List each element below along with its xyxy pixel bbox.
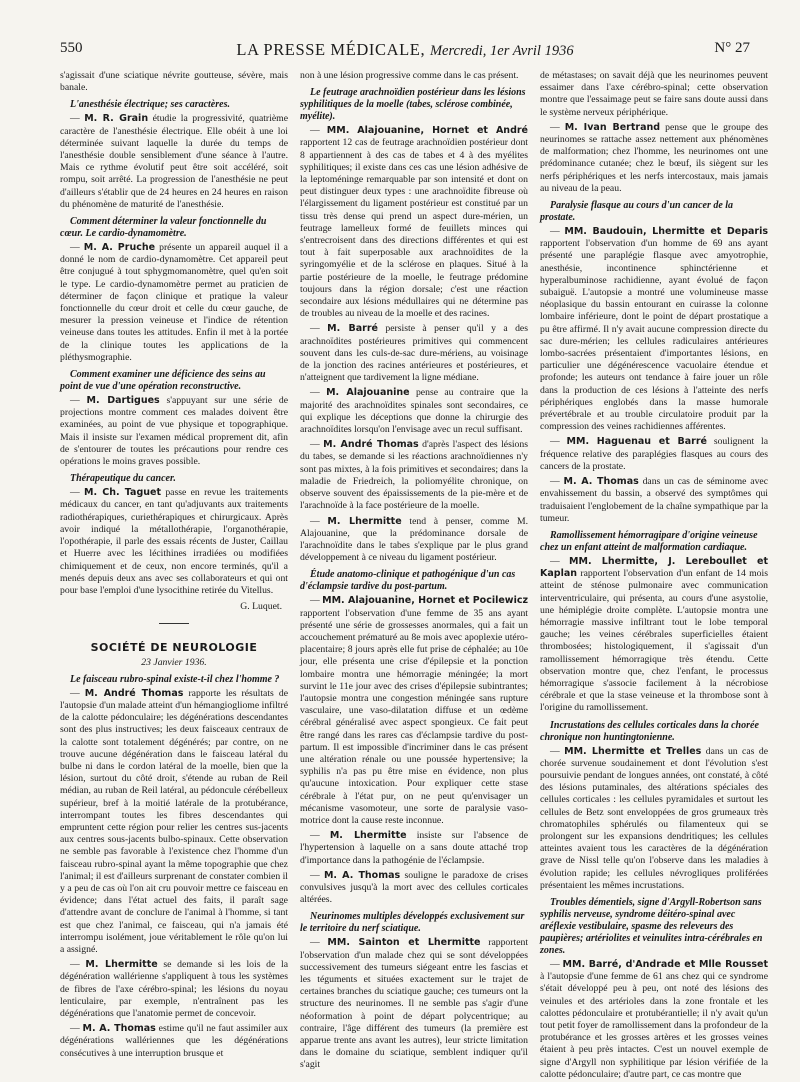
column-2 bbox=[300, 70, 528, 1070]
page-number: 550 bbox=[60, 40, 83, 56]
author: M. Lhermitte bbox=[329, 830, 407, 842]
paragraph: — M. A. Thomas souligne le paradoxe de crises convulsives jusqu'à la mort avec des cellules corticales altérées. bbox=[300, 869, 529, 906]
author: M. A. Pruche bbox=[83, 242, 156, 254]
author: M. Dartigues bbox=[86, 395, 160, 407]
paragraph-text: rapportent l'observation d'une femme de 35 ans ayant présenté une série de grossesses anormales, qui a fait un accouchement prématuré au 8e mois avec apoplexie utéro-placentaire; 8 jours après elle fut prise de céphalée; au 10e jour, elle présenta une crise d'épilepsie et la ponction lombaire montra une hémorragie méningée; la mort survint le 11e jour avec des crises d'épilepsie subintrantes; l'autopsie montra une congestion méningée sans rupture vasculaire, une vaso-dilatation diffuse et un œdème cérébral généralisé avec aspect spongieux. Ce fait peut être rangé dans les rares cas d'éclampsie tardive du post-partum. Il est impossible d'incriminer dans le cas présent une altération rénale ou une poussée hypertensive; la syphilis n'a pas pu être mise en évidence, non plus qu'aucune intoxication. Pour expliquer cette stase cérébrale à l'état pur, on ne peut qu'envisager un mécanisme vasomoteur, une sorte de paralysie vaso-motrice dont la cause reste inconnue. bbox=[300, 607, 528, 826]
paragraph: — M. Alajouanine pense au contraire que la majorité des arachnoïdites spinales sont secondaires, ce qui explique les déceptions que donne la chirurgie des arachnoïdites lorsqu'on l'envisage avec un recul suffisant. bbox=[300, 387, 529, 436]
article-title: Paralysie flasque au cours d'un cancer de la prostate. bbox=[540, 200, 734, 224]
paragraph: — M. R. Grain étudie la progressivité, quatrième caractère de l'anesthésie électrique. Elle obéit à une loi déterminée suivant laquelle la durée du temps de l'anesthésie double sensiblement d'une séance à l'autre. Mais ce rythme évolutif peut être soit accéléré, soit rompu, soit arrêté. La progression de l'anesthésie ne peut d'ailleurs s'établir que de 24 heures en 24 heures en raison du phénomène de maturité de l'anesthésie. bbox=[60, 113, 288, 210]
author: MM. Sainton et Lhermitte bbox=[327, 937, 481, 949]
author: MM. Alajouanine, Hornet et Pocilewicz bbox=[322, 595, 528, 607]
paragraph: — MM. Baudouin, Lhermitte et Deparis rapportent l'observation d'un homme de 69 ans ayant présenté une paraplégie flasque avec amyotrophie, anesthésie, incontinence sphinctérienne et hyperalbuminose rachidienne, ayant évolué de façon subaiguë. L'autopsie a montré une volumineuse masse néoplasique du bassin entourant en cuirasse la colonne lombaire inférieure, dont le point de départ prostatique a pu être affirmé. Il n'y avait aucune compression directe du sac dure-mérien; les cellules radiculaires antérieures lombo-sacrées présentaient d'importantes lésions, en particulier une dégénérescence vacuolaire étendue et profonde; les auteurs ont tendance à faire jouer un rôle dans la production de ces lésions à l'atteinte des nerfs périphériques englobés dans la masse humorale prévertébrale et au trouble circulatoire produit par la compression des veines rachidiennes afférentes. bbox=[540, 226, 769, 433]
paragraph-text: tend à penser, comme M. Alajouanine, que la prédominance dorsale de l'arachnoïdite dans le tabes s'explique par le plus grand développement à ce niveau du ligament postérieur. bbox=[300, 515, 529, 564]
article-title: Le feutrage arachnoïdien postérieur dans les lésions syphilitiques de la moelle (tabes, sclérose combinée, myélite). bbox=[300, 87, 526, 123]
society-heading: SOCIÉTÉ DE NEUROLOGIE bbox=[90, 641, 258, 655]
paragraph: — M. Ivan Bertrand pense que le groupe des neurinomes se rattache assez nettement aux phénomènes de malformation; chez l'homme, les neurinomes ont une prédominance cutanée; chez le bœuf, ils siègent sur les nerfs périphériques et les nerfs intercostaux, mais jamais au niveau de la peau. bbox=[540, 121, 769, 194]
article-title: Comment déterminer la valeur fonctionnelle du cœur. Le cardio-dynamomètre. bbox=[60, 216, 267, 240]
paragraph-text: estime qu'il ne faut assimiler aux dégénérations wallériennes que les dégénérations consécutives à une interruption brusque et bbox=[60, 1023, 288, 1059]
paragraph: — M. Lhermitte tend à penser, comme M. Alajouanine, que la prédominance dorsale de l'arachnoïdite dans le tabes s'explique par le plus grand développement à ce niveau du ligament postérieur. bbox=[300, 515, 529, 564]
paragraph-text: dans un cas de séminome avec envahissement du bassin, a observé des symptômes qui traduisaient l'englobement de la chaîne sympathique par la tumeur. bbox=[540, 476, 769, 524]
author: M. Ch. Taguet bbox=[84, 487, 162, 499]
paragraph: — MM. Alajouanine, Hornet et Pocilewicz rapportent l'observation d'une femme de 35 ans ayant présenté une série de grossesses anormales, qui a fait un accouchement prématuré au 8e mois avec apoplexie utéro-placentaire; 8 jours après elle fut prise de céphalée; au 10e jour, elle présenta une crise d'épilepsie et la ponction lombaire montra une hémorragie méningée; la mort survint le 11e jour avec des crises d'épilepsie subintrantes; l'autopsie montra une congestion méningée sans rupture vasculaire, une vaso-dilatation diffuse et un œdème cérébral généralisé avec aspect spongieux. Ce fait peut être rangé dans les rares cas d'éclampsie tardive du post-partum. Il est impossible d'incriminer dans le cas présent une altération rénale ou une poussée hypertensive; la syphilis n'a pas pu être mise en évidence, non plus qu'aucune intoxication. Pour expliquer cette stase cérébrale à l'état pur, on ne peut qu'envisager un mécanisme vasomoteur, une sorte de paralysie vaso-motrice dont la cause reste inconnue. bbox=[300, 595, 528, 826]
paragraph: — MM. Lhermitte et Trelles dans un cas de chorée survenue soudainement et dont l'évolution s'est poursuivie pendant de longues années, ont constaté, à côté des lésions putaminales, des altérations spéciales des cellules corticales : les cellules pyramidales et surtout les cellules de Betz sont enveloppées de gros grumeaux très chromatophiles sphérulés ou filamenteux qui se prolongent sur les expansions dendritiques; les cellules atteintes avaient tous les caractères de la dégénération grave de Nissl telle qu'on l'observe dans les maladies à évolution rapide; les cellules névrogliques proliférées présentaient les mêmes incrustations. bbox=[540, 745, 768, 891]
author: M. Ivan Bertrand bbox=[564, 121, 661, 133]
section-divider bbox=[159, 623, 189, 624]
paragraph-text: insiste sur l'absence de l'hypertension à laquelle on a sans doute attaché trop d'importance dans la pathogénie de l'éclampsie. bbox=[300, 830, 529, 866]
paragraph-text: étudie la progressivité, quatrième caractère de l'anesthésie électrique. Elle obéit à une loi déterminée suivant laquelle la durée du temps de l'anesthésie double sensiblement d'une séance à l'autre. Mais ce rythme évolutif peut être soit accéléré, soit rompu, soit arrêté. La progression de l'anesthésie ne peut d'ailleurs s'établir que de 24 heures en 24 heures en raison du phénomène de maturité de l'anesthésie. bbox=[60, 113, 288, 210]
paragraph-text: présente un appareil auquel il a donné le nom de cardio-dynamomètre. Cet appareil peut être conjugué à tout sphygmomanomètre, quel qu'en soit le type. Le cardio-dynamomètre permet au praticien de déterminer de façon clinique et pratique la valeur fonctionnelle du cœur droit et celle du cœur gauche, de mesurer la pression veineuse et l'indice de rétention veineuse dans toutes les attitudes. Enfin il met à la portée de la clinique toutes les applications de la pléthysmographie. bbox=[60, 242, 288, 363]
article-title: Incrustations des cellules corticales dans la chorée chronique non huntingtonienne. bbox=[540, 719, 759, 743]
author: M. Alajouanine bbox=[326, 387, 410, 399]
paragraph-text: persiste à penser qu'il y a des arachnoïdites postérieures primitives qui commencent souvent dans les culs-de-sac dure-mériens, au voisinage de la jonction des racines antérieures et postérieures, et n'atteignent que tardivement la ligne médiane. bbox=[300, 323, 529, 384]
paragraph-text: passe en revue les traitements médicaux du cancer, en tant qu'adjuvants aux traitements radiothérapiques, curiethérapiques et chirurgicaux. Après avoir indiqué la métallothérapie, l'organothérapie, l'opothérapie, il parle des essais récents de Juster, Caillau et Huerre avec les lécithines irradiées ou modifiées chimiquement et de ceux, non encore terminés, qu'il a menés depuis deux ans avec ses collaborateurs et qui ont pour base l'emploi d'une lysocithine retirée du Vitellus. bbox=[60, 487, 288, 596]
paragraph: — M. André Thomas d'après l'aspect des lésions du tabes, se demande si les réactions arachnoïdiennes n'y sont pas mixtes, à la fois primitives et secondaires; dans la maladie de Friedreich, la poliomyélite chronique, on observe souvent des épaississements de la pie-mère et de l'arachnoïde à la face postérieure de la moelle. bbox=[300, 439, 529, 512]
paragraph: — M. Ch. Taguet passe en revue les traitements médicaux du cancer, en tant qu'adjuvants aux traitements radiothérapiques, curiethérapiques et chirurgicaux. Après avoir indiqué la métallothérapie, l'organothérapie, l'opothérapie, il parle des essais récents de Juster, Caillau et Huerre avec les lécithines irradiées ou modifiées chimiquement et de ceux, non encore terminés, qu'il a menés depuis deux ans avec ses collaborateurs et qui ont pour base l'emploi d'une lysocithine retirée du Vitellus. bbox=[60, 487, 288, 596]
society-date: 23 Janvier 1936. bbox=[141, 656, 207, 668]
paragraph: — M. Lhermitte insiste sur l'absence de l'hypertension à laquelle on a sans doute attaché trop d'importance dans la pathogénie de l'éclampsie. bbox=[300, 830, 529, 866]
author: MM. Lhermitte et Trelles bbox=[564, 745, 702, 757]
paragraph: s'agissait d'une sciatique névrite goutteuse, sévère, mais banale. bbox=[60, 70, 288, 94]
paragraph: — MM. Haguenau et Barré soulignent la fréquence relative des paraplégies flasques au cours des cancers de la prostate. bbox=[540, 436, 769, 472]
paragraph-text: d'après l'aspect des lésions du tabes, se demande si les réactions arachnoïdiennes n'y sont pas mixtes, à la fois primitives et secondaires; dans la maladie de Friedreich, la poliomyélite chronique, on observe souvent des épaississements de la pie-mère et de l'arachnoïde à la face postérieure de la moelle. bbox=[300, 439, 529, 512]
author: M. A. Thomas bbox=[323, 869, 401, 881]
author: M. André Thomas bbox=[323, 439, 419, 451]
paragraph: — M. Barré persiste à penser qu'il y a des arachnoïdites postérieures primitives qui commencent souvent dans les culs-de-sac dure-mériens, au voisinage de la jonction des racines antérieures et postérieures, et n'atteignent que tardivement la ligne médiane. bbox=[300, 323, 529, 384]
author: MM. Barré, d'Andrade et Mlle Rousset bbox=[562, 958, 768, 970]
author: MM. Alajouanine, Hornet et André bbox=[326, 125, 529, 137]
author: M. André Thomas bbox=[84, 687, 184, 699]
journal-title-line: LA PRESSE MÉDICALE, Mercredi, 1er Avril 1936 bbox=[236, 40, 574, 59]
paragraph-text: à l'autopsie d'une femme de 61 ans chez qui ce syndrome s'était développé peu à peu, ont noté des lésions des veinules et des artérioles dans la zone frontale et les calottes pédonculaire et protubérantielle; il n'y avait qu'un tout petit foyer de ramollissement dans la profondeur de la protubérance et les grosses artères et les grosses veines étaient à peu près intactes. C'est un nouvel exemple de signe d'Argyll non syphilitique par lésion vérifiée de la calotte pédonculaire; d'autre part, ce cas montre que bbox=[540, 971, 768, 1080]
author: MM. Haguenau et Barré bbox=[566, 436, 707, 448]
paragraph: — MM. Lhermitte, J. Lereboullet et Kaplan rapportent l'observation d'un enfant de 14 mois atteint de sténose pulmonaire avec communication interventriculaire, qui présenta, au cours d'une asystolie, une hémiplégie droite complète. L'autopsie montra une hémorragie massive infiltrant tout le lobe temporal gauche; les veines cérébrales superficielles étaient thrombosées; histologiquement, il s'agissait d'un ramollissement hémorragique très étendu. Cette observation montre que, chez l'enfant, le processus hémorragique s'associe facilement à la nécrobiose cérébrale et que la stase veineuse et la thrombose sont à l'origine du ramollissement. bbox=[540, 555, 769, 714]
article-title: L'anesthésie électrique; ses caractères. bbox=[70, 99, 230, 111]
column-1 bbox=[60, 70, 288, 1070]
paragraph-text: rapportent l'observation d'un homme de 69 ans ayant présenté une paraplégie flasque avec amyotrophie, anesthésie, incontinence sphinctérienne et hyperalbuminose rachidienne, ayant évolué de façon subaiguë. L'autopsie a montré une volumineuse masse néoplasique du bassin entourant en cuirasse la colonne lombaire inférieure, dont le point de départ prostatique a pu être affirmé. Il n'y avait aucune compression directe du sac dure-mérien; les cellules radiculaires antérieures lombo-sacrées présentaient d'importantes lésions, en particulier une dégénérescence vacuolaire étendue et profonde; les auteurs ont tendance à faire jouer un rôle dans la production de ces lésions à l'atteinte des nerfs périphériques englobés dans la masse humorale prévertébrale et au trouble circulatoire produit par la compression des veines rachidiennes afférentes. bbox=[540, 238, 768, 433]
paragraph-text: souligne le paradoxe de crises convulsives jusqu'à la mort avec des cellules corticales altérées. bbox=[300, 869, 529, 906]
paragraph-text: dans un cas de chorée survenue soudainement et dont l'évolution s'est poursuivie pendant de longues années, ont constaté, à côté des lésions putaminales, des altérations spéciales des cellules corticales : les cellules pyramidales et surtout les cellules de Betz sont enveloppées de gros grumeaux très chromatophiles sphérulés ou filamenteux qui se prolongent sur les expansions dendritiques; les cellules atteintes avaient tous les caractères de la dégénération grave de Nissl telle qu'on l'observe dans les maladies à évolution rapide; les cellules névrogliques proliférées présentaient les mêmes incrustations. bbox=[540, 745, 768, 891]
paragraph: — M. Dartigues s'appuyant sur une série de projections montre comment ces malades doivent être examinées, au point de vue physique et topographique. Mais il insiste sur l'examen médical proprement dit, afin de s'entourer de toutes les précautions pour rendre ces opérations le moins graves possible. bbox=[60, 395, 289, 468]
issue-date: Mercredi, 1er Avril 1936 bbox=[429, 43, 574, 59]
paragraph-text: se demande si les lois de la dégénération wallérienne s'appliquent à tous les systèmes de fibres de l'axe cérébro-spinal; les lésions du noyau lenticulaire, par exemple, n'entraînent pas les dégénérations que l'anatomie permet de concevoir. bbox=[60, 959, 289, 1019]
article-title: Thérapeutique du cancer. bbox=[70, 473, 176, 485]
paragraph: — M. André Thomas rapporte les résultats de l'autopsie d'un malade atteint d'un hémangiogliome infiltré de la calotte pédonculaire; les dégénérations descendantes sont des plus instructives; les deux faisceaux centraux de la calotte sont totalement dégénérés; par contre, on ne trouve aucune dégénération dans le faisceau latéral du bulbe ni dans le cordon latéral de la moelle, bien que la lésion, surtout du côté droit, s'étende au ruban de Reil médian, au ruban de Reil latéral, au pédoncule cérébelleux supérieur, bref à la moitié latérale de la protubérance, interrompant toutes les fibres descendantes qui empruntent cette région pour relier les centres sus-jacents aux centres sous-jacents bulbo-spinaux. Cette observation ne semble pas favorable à l'existence chez l'homme d'un faisceau rubro-spinal ayant la même topographie que chez l'animal; il est d'ailleurs surprenant de constater combien il y a peu de cas où l'on ait cru pouvoir mettre ce faisceau en évidence; dans l'état actuel des faits, il paraît sage d'attendre avant de conclure de l'animal à l'homme, si tant est que chez l'animal, ce faisceau, qui n'a jamais été interrompu isolément, joue véritablement le rôle qu'on lui a assigné. bbox=[60, 687, 288, 955]
paragraph: — M. A. Thomas dans un cas de séminome avec envahissement du bassin, a observé des symptômes qui traduisaient l'englobement de la chaîne sympathique par la tumeur. bbox=[540, 476, 769, 524]
issue-number: N° 27 bbox=[714, 40, 750, 56]
paragraph-text: rapporte les résultats de l'autopsie d'un malade atteint d'un hémangiogliome infiltré de la calotte pédonculaire; les dégénérations descendantes sont des plus instructives; les deux faisceaux centraux de la calotte sont totalement dégénérés; par contre, on ne trouve aucune dégénération dans le faisceau latéral du bulbe ni dans le cordon latéral de la moelle, bien que la lésion, surtout du côté droit, s'étende au ruban de Reil médian, au ruban de Reil latéral, au pédoncule cérébelleux supérieur, bref à la moitié latérale de la protubérance, interrompant toutes les fibres descendantes qui empruntent cette région pour relier les centres sus-jacents aux centres sous-jacents bulbo-spinaux. Cette observation ne semble pas favorable à l'existence chez l'homme d'un faisceau rubro-spinal ayant la même topographie que chez l'animal; il est d'ailleurs surprenant de constater combien il y a peu de cas où l'on ait cru pouvoir mettre ce faisceau en évidence; dans l'état actuel des faits, il paraît sage d'attendre avant de conclure de l'animal à l'homme, si tant est que chez l'animal, ce faisceau, qui n'a jamais été interrompu isolément, joue véritablement le rôle qu'on lui a assigné. bbox=[60, 687, 288, 955]
paragraph: de métastases; on savait déjà que les neurinomes peuvent essaimer dans l'axe cérébro-spinal; cette observation montre que l'essaimage peut se faire sans doute aussi dans le système nerveux périphérique. bbox=[540, 70, 768, 118]
article-title: Ramollissement hémorragipare d'origine veineuse chez un enfant atteint de malformation cardiaque. bbox=[540, 529, 758, 553]
article-title: Étude anatomo-clinique et pathogénique d'un cas d'éclampsie tardive du post-partum. bbox=[300, 569, 516, 593]
author: M. Lhermitte bbox=[327, 515, 402, 527]
article-title: Comment examiner une déficience des seins au point de vue d'une opération reconstructive. bbox=[60, 369, 266, 393]
signature: G. Luquet. bbox=[240, 601, 282, 613]
paragraph: — MM. Alajouanine, Hornet et André rapportent 12 cas de feutrage arachnoïdien postérieur dont 8 appartiennent à des cas de tabes et 4 à des myélites syphilitiques; il existe dans ces cas une lésion adhésive de la leptoméninge remarquable par son intensité et dont on peut distinguer deux types : une arachnoïdite fibreuse où l'élargissement du ligament postérieur est constitué par un tissu très dense qui prend un aspect dure-mérien, un feutrage lamelleux formé de feuillets minces qui s'entrecroisent dans des directions différentes et qui est tout à fait superposable aux arachnoïdites de la syringomyélie et de la sclérose en plaques. Situé à la partie postérieure de la moelle, le feutrage prédomine toujours dans la région dorsale; c'est une réaction secondaire aux lésions médullaires qui ne détermine pas de troubles au niveau de la moelle et des racines. bbox=[300, 125, 529, 320]
author: M. A. Thomas bbox=[563, 476, 639, 488]
author: M. R. Grain bbox=[84, 113, 149, 125]
paragraph-text: soulignent la fréquence relative des paraplégies flasques au cours des cancers de la prostate. bbox=[540, 436, 769, 472]
paragraph: non à une lésion progressive comme dans le cas présent. bbox=[300, 70, 519, 81]
paragraph-text: rapportent l'observation d'un enfant de 14 mois atteint de sténose pulmonaire avec communication interventriculaire, qui présenta, au cours d'une asystolie, une hémiplégie droite complète. L'autopsie montra une hémorragie massive infiltrant tout le lobe temporal gauche; les veines cérébrales superficielles étaient thrombosées; histologiquement, il s'agissait d'un ramollissement hémorragique très étendu. Cette observation montre que, chez l'enfant, le processus hémorragique s'associe facilement à la nécrobiose cérébrale et que la stase veineuse et la thrombose sont à l'origine du ramollissement. bbox=[540, 568, 768, 714]
article-title: Le faisceau rubro-spinal existe-t-il chez l'homme ? bbox=[70, 673, 280, 685]
article-title: Neurinomes multiples développés exclusivement sur le territoire du nerf sciatique. bbox=[300, 911, 525, 935]
paragraph: — M. Lhermitte se demande si les lois de la dégénération wallérienne s'appliquent à tous les systèmes de fibres de l'axe cérébro-spinal; les lésions du noyau lenticulaire, par exemple, n'entraînent pas les dégénérations que l'anatomie permet de concevoir. bbox=[60, 959, 289, 1019]
author: MM. Baudouin, Lhermitte et Deparis bbox=[564, 226, 769, 238]
paragraph-text: rapportent l'observation d'un malade chez qui se sont développées successivement des tumeurs siégeant entre les fascias et les téguments et situées exactement sur le trajet de certaines branches du sciatique gauche; ces tumeurs ont la structure des neurinomes. Il ne semble pas s'agir d'une néoformation à point de départ polycentrique; au contraire, l'âge différent des tumeurs (la première est apparue trente ans avant les autres), leur stricte limitation dans le domaine du sciatique, semblent indiquer qu'il s'agit bbox=[300, 937, 529, 1071]
paragraph-text: pense que le groupe des neurinomes se rattache assez nettement aux phénomènes de malformation; chez l'homme, les neurinomes ont une prédominance cutanée; chez le bœuf, ils siègent sur les nerfs périphériques et les nerfs intercostaux, mais jamais au niveau de la peau. bbox=[540, 121, 769, 194]
article-title: Troubles démentiels, signe d'Argyll-Robertson sans syphilis nerveuse, syndrome déitéro-spinal avec aréflexie vestibulaire, spasme des releveurs des paupières; artériolites et veinulites intra-cérébrales en zones. bbox=[540, 896, 763, 956]
column-3 bbox=[540, 70, 769, 1080]
author: M. A. Thomas bbox=[82, 1023, 156, 1035]
paragraph-text: s'appuyant sur une série de projections montre comment ces malades doivent être examinées, au point de vue physique et topographique. Mais il insiste sur l'examen médical proprement dit, afin de s'entourer de toutes les précautions pour rendre ces opérations le moins graves possible. bbox=[60, 395, 289, 468]
paragraph-text: rapportent 12 cas de feutrage arachnoïdien postérieur dont 8 appartiennent à des cas de tabes et 4 à des myélites syphilitiques; il existe dans ces cas une lésion adhésive de la leptoméninge remarquable par son intensité et dont on peut distinguer deux types : une arachnoïdite fibreuse où l'élargissement du ligament postérieur est constitué par un tissu très dense qui prend un aspect dure-mérien, un feutrage lamelleux formé de feuillets minces qui s'entrecroisent dans des directions différentes et qui est tout à fait superposable aux arachnoïdites de la syringomyélie et de la sclérose en plaques. Situé à la partie postérieure de la moelle, le feutrage prédomine toujours dans la région dorsale; c'est une réaction secondaire aux lésions médullaires qui ne détermine pas de troubles au niveau de la moelle et des racines. bbox=[300, 137, 528, 320]
paragraph-text: pense au contraire que la majorité des arachnoïdites spinales sont secondaires, ce qui explique les déceptions que donne la chirurgie des arachnoïdites lorsqu'on l'envisage avec un recul suffisant. bbox=[300, 387, 529, 436]
paragraph: — MM. Sainton et Lhermitte rapportent l'observation d'un malade chez qui se sont développées successivement des tumeurs siégeant entre les fascias et les téguments et situées exactement sur le trajet de certaines branches du sciatique gauche; ces tumeurs ont la structure des neurinomes. Il ne semble pas s'agir d'une néoformation à point de départ polycentrique; au contraire, l'âge différent des tumeurs (la première est apparue trente ans avant les autres), leur stricte limitation dans le domaine du sciatique, semblent indiquer qu'il s'agit bbox=[300, 937, 529, 1071]
journal-name: LA PRESSE MÉDICALE bbox=[236, 40, 421, 59]
page-header bbox=[60, 40, 750, 68]
paragraph: — MM. Barré, d'Andrade et Mlle Rousset à l'autopsie d'une femme de 61 ans chez qui ce syndrome s'était développé peu à peu, ont noté des lésions des veinules et des artérioles dans la zone frontale et les calottes pédonculaire et protubérantielle; il n'y avait qu'un tout petit foyer de ramollissement dans la profondeur de la protubérance et les grosses artères et les grosses veines étaient à peu près intactes. C'est un nouvel exemple de signe d'Argyll non syphilitique par lésion vérifiée de la calotte pédonculaire; d'autre part, ce cas montre que bbox=[540, 958, 768, 1080]
paragraph: — M. A. Pruche présente un appareil auquel il a donné le nom de cardio-dynamomètre. Cet appareil peut être conjugué à tout sphygmomanomètre, quel qu'en soit le type. Le cardio-dynamomètre permet au praticien de déterminer de façon clinique et pratique la valeur fonctionnelle du cœur droit et celle du cœur gauche, de mesurer la pression veineuse et l'indice de rétention veineuse dans toutes les attitudes. Enfin il met à la portée de la clinique toutes les applications de la pléthysmographie. bbox=[60, 242, 288, 363]
author: M. Barré bbox=[327, 323, 378, 335]
paragraph: — M. A. Thomas estime qu'il ne faut assimiler aux dégénérations wallériennes que les dégénérations consécutives à une interruption brusque et bbox=[60, 1023, 288, 1059]
author: MM. Lhermitte, J. Lereboullet et Kaplan bbox=[540, 555, 769, 580]
author: M. Lhermitte bbox=[85, 959, 158, 971]
